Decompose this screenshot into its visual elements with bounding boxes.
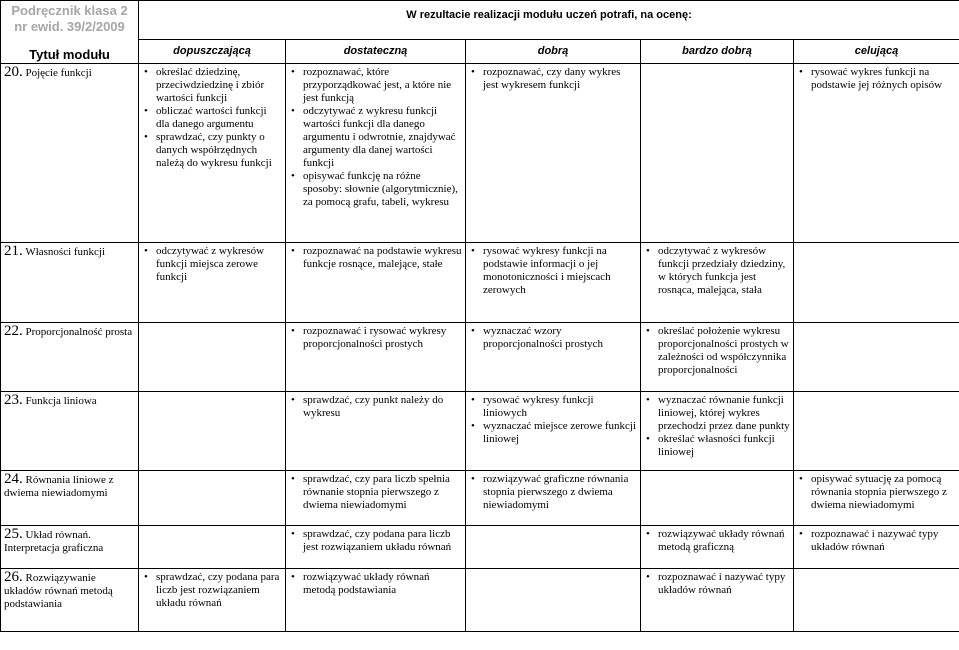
requirement-cell-dopuszczajaca [139, 323, 286, 392]
requirement-cell-dobra [466, 392, 641, 471]
list-item: • sprawdzać, czy punkt należy do wykresu [303, 394, 462, 420]
requirement-list [644, 245, 790, 297]
requirement-list [142, 245, 282, 284]
topic-title: Rozwiązywanie układów równań metodą podstawiania [4, 572, 113, 610]
publication-title: Podręcznik klasa 2 [11, 3, 128, 18]
module-title-label: Tytuł modułu [29, 47, 110, 62]
list-item: • określać własności funkcji liniowej [658, 433, 790, 459]
topic-cell [1, 471, 139, 526]
requirement-cell-bardzo-dobra [641, 243, 794, 323]
list-item: • rozpoznawać i nazywać typy układów równań [811, 528, 956, 554]
list-item: • rozwiązywać graficzne równania stopnia pierwszego z dwiema niewiadomymi [483, 473, 637, 512]
requirement-cell-dobra [466, 64, 641, 243]
requirement-cell-dopuszczajaca [139, 526, 286, 569]
topic-title: Proporcjonalność prosta [25, 326, 133, 338]
requirement-cell-dostateczna [286, 526, 466, 569]
requirement-list [142, 571, 282, 610]
requirement-list [644, 325, 790, 377]
main-heading: W rezultacie realizacji modułu uczeń potrafi, na ocenę: [139, 1, 959, 40]
requirement-list [289, 245, 462, 271]
list-item: • obliczać wartości funkcji dla danego argumentu [156, 105, 282, 131]
requirement-cell-dopuszczajaca [139, 243, 286, 323]
requirement-cell-dostateczna [286, 64, 466, 243]
table-row [1, 471, 959, 526]
requirement-cell-dobra [466, 243, 641, 323]
requirement-list [289, 473, 462, 512]
requirement-list [469, 66, 637, 92]
list-item: • wyznaczać równanie funkcji liniowej, której wykres przechodzi przez dane punkty [658, 394, 790, 433]
table-row [1, 243, 959, 323]
list-item: • sprawdzać, czy podana para liczb jest rozwiązaniem układu równań [303, 528, 462, 554]
requirement-list [469, 245, 637, 297]
topic-number: 21. [4, 243, 23, 259]
list-item: • określać położenie wykresu proporcjonalności prostych w zależności od współczynnika proporcjonalności [658, 325, 790, 377]
requirement-cell-dostateczna [286, 569, 466, 632]
list-item: • rozwiązywać układy równań metodą graficzną [658, 528, 790, 554]
list-item: • rozpoznawać, które przyporządkować jest, a które nie jest funkcją [303, 66, 462, 105]
requirement-list [289, 394, 462, 420]
list-item: • wyznaczać wzory proporcjonalności prostych [483, 325, 637, 351]
table-row [1, 569, 959, 632]
grade-header-dopuszczajaca: dopuszczającą [139, 39, 286, 63]
topic-title: Układ równań. Interpretacja graficzna [4, 529, 104, 554]
requirement-list [289, 66, 462, 209]
requirement-cell-celujaca [794, 569, 959, 632]
requirement-cell-dostateczna [286, 323, 466, 392]
requirement-cell-celujaca [794, 243, 959, 323]
table-row [1, 323, 959, 392]
list-item: • rozpoznawać i nazywać typy układów równań [658, 571, 790, 597]
requirement-list [797, 473, 956, 512]
topic-cell [1, 323, 139, 392]
requirement-list [469, 394, 637, 446]
requirement-list [289, 325, 462, 351]
requirement-list [644, 571, 790, 597]
requirement-cell-bardzo-dobra [641, 323, 794, 392]
topic-number: 24. [4, 471, 23, 487]
list-item: • sprawdzać, czy para liczb spełnia równanie stopnia pierwszego z dwiema niewiadomymi [303, 473, 462, 512]
requirement-list [142, 66, 282, 170]
requirement-list [289, 528, 462, 554]
list-item: • rozpoznawać na podstawie wykresu funkcje rosnące, malejące, stałe [303, 245, 462, 271]
topic-cell [1, 64, 139, 243]
topic-cell [1, 526, 139, 569]
requirement-cell-celujaca [794, 392, 959, 471]
list-item: • odczytywać z wykresu funkcji wartości funkcji dla danego argumentu i odwrotnie, znajdywać argumenty dla danej wartości funkcji [303, 105, 462, 170]
list-item: • rysować wykresy funkcji liniowych [483, 394, 637, 420]
requirement-cell-dostateczna [286, 243, 466, 323]
requirement-cell-bardzo-dobra [641, 64, 794, 243]
publication-number: nr ewid. 39/2/2009 [14, 19, 125, 34]
requirement-cell-bardzo-dobra [641, 471, 794, 526]
list-item: • rysować wykres funkcji na podstawie jej różnych opisów [811, 66, 956, 92]
topic-title: Równania liniowe z dwiema niewiadomymi [4, 474, 114, 499]
requirement-list [797, 66, 956, 92]
requirement-cell-dopuszczajaca [139, 392, 286, 471]
requirement-cell-dobra [466, 323, 641, 392]
list-item: • odczytywać z wykresów funkcji przedziały dziedziny, w których funkcja jest rosnąca, malejąca, stała [658, 245, 790, 297]
requirement-cell-bardzo-dobra [641, 392, 794, 471]
list-item: • rysować wykresy funkcji na podstawie informacji o jej monotoniczności i miejscach zerowych [483, 245, 637, 297]
requirement-cell-dobra [466, 526, 641, 569]
grade-header-dobra: dobrą [466, 39, 641, 63]
topic-number: 20. [4, 64, 23, 80]
list-item: • określać dziedzinę, przeciwdziedzinę i zbiór wartości funkcji [156, 66, 282, 105]
requirement-cell-dopuszczajaca [139, 64, 286, 243]
list-item: • rozwiązywać układy równań metodą podstawiania [303, 571, 462, 597]
requirement-list [797, 528, 956, 554]
grade-header-dostateczna: dostateczną [286, 39, 466, 63]
topic-number: 25. [4, 526, 23, 542]
requirement-cell-celujaca [794, 64, 959, 243]
requirement-list [644, 528, 790, 554]
requirement-cell-dopuszczajaca [139, 569, 286, 632]
topic-title: Funkcja liniowa [25, 395, 97, 407]
requirement-list [469, 325, 637, 351]
table-row [1, 392, 959, 471]
requirement-cell-dostateczna [286, 471, 466, 526]
topic-number: 22. [4, 323, 23, 339]
list-item: • opisywać funkcję na różne sposoby: słownie (algorytmicznie), za pomocą grafu, tabeli, wykresu [303, 170, 462, 209]
list-item: • opisywać sytuację za pomocą równania stopnia pierwszego z dwiema niewiadomymi [811, 473, 956, 512]
list-item: • sprawdzać, czy podana para liczb jest rozwiązaniem układu równań [156, 571, 282, 610]
table-row [1, 64, 959, 243]
list-item: • odczytywać z wykresów funkcji miejsca zerowe funkcji [156, 245, 282, 284]
requirement-cell-bardzo-dobra [641, 569, 794, 632]
list-item: • sprawdzać, czy punkty o danych współrzędnych należą do wykresu funkcji [156, 131, 282, 170]
requirement-cell-celujaca [794, 323, 959, 392]
topic-title: Własności funkcji [25, 246, 106, 258]
requirement-cell-celujaca [794, 526, 959, 569]
requirement-cell-dobra [466, 569, 641, 632]
topic-number: 23. [4, 392, 23, 408]
grade-header-celujaca: celującą [794, 39, 959, 63]
topic-cell [1, 569, 139, 632]
grade-header-bardzo-dobra: bardzo dobrą [641, 39, 794, 63]
module-header-cell [1, 1, 139, 64]
topic-cell [1, 243, 139, 323]
list-item: • rozpoznawać, czy dany wykres jest wykresem funkcji [483, 66, 637, 92]
topic-number: 26. [4, 569, 23, 585]
table-row [1, 526, 959, 569]
requirement-list [469, 473, 637, 512]
requirement-list [644, 394, 790, 459]
requirement-cell-dostateczna [286, 392, 466, 471]
requirement-list [289, 571, 462, 597]
topic-title: Pojęcie funkcji [25, 67, 92, 79]
list-item: • wyznaczać miejsce zerowe funkcji liniowej [483, 420, 637, 446]
topic-cell [1, 392, 139, 471]
requirement-cell-dopuszczajaca [139, 471, 286, 526]
requirement-cell-dobra [466, 471, 641, 526]
list-item: • rozpoznawać i rysować wykresy proporcjonalności prostych [303, 325, 462, 351]
requirement-cell-celujaca [794, 471, 959, 526]
requirement-cell-bardzo-dobra [641, 526, 794, 569]
